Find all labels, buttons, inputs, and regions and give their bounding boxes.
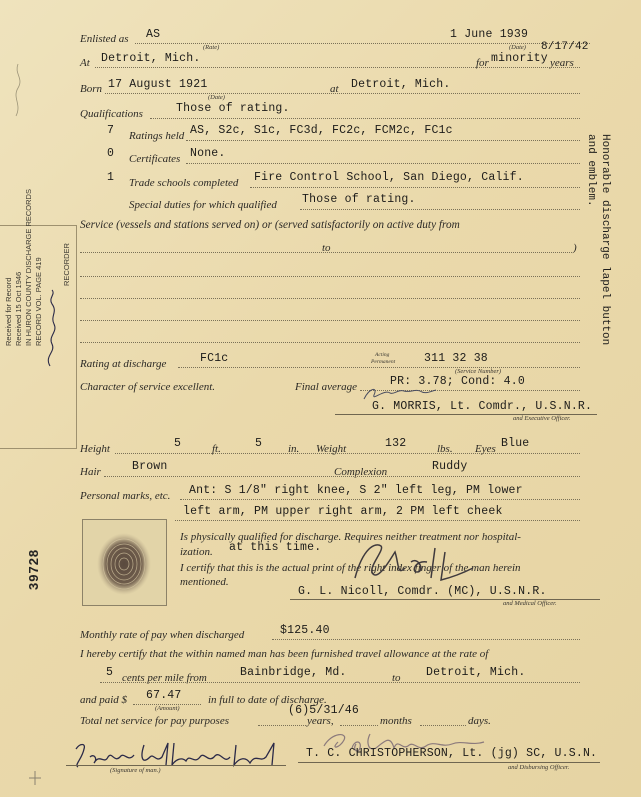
total-years-label: years, [307, 715, 334, 727]
born-label: Born [80, 83, 102, 95]
ft-label: ft. [212, 443, 221, 455]
service-line-4 [80, 320, 580, 321]
at-line [95, 67, 580, 68]
special-duties-value: Those of rating. [302, 193, 416, 206]
side-note-line-2: and emblem. [585, 134, 597, 207]
certificates-label: Certificates [129, 153, 181, 165]
height-in: 5 [255, 437, 263, 450]
hair-label: Hair [80, 466, 101, 478]
monthly-pay-label: Monthly rate of pay when discharged [80, 629, 245, 641]
eyes-value: Blue [501, 437, 530, 450]
ratings-line [186, 140, 580, 141]
hair-line [104, 476, 580, 477]
disbursing-officer-caption: and Disbursing Officer. [508, 764, 570, 771]
service-to-label: to [322, 242, 331, 254]
pencil-marks [4, 60, 34, 120]
born-date-caption: (Date) [208, 94, 225, 101]
service-close: ) [573, 242, 577, 254]
personal-marks-rule-2 [175, 520, 580, 521]
service-line-1 [80, 252, 572, 253]
certificates-value: None. [190, 147, 226, 160]
total-days-label: days. [468, 715, 491, 727]
for-label: for [476, 57, 489, 69]
trade-schools-line [250, 187, 580, 188]
service-line-2 [80, 276, 580, 277]
at-label: At [80, 57, 90, 69]
qualifications-value: Those of rating. [176, 102, 290, 115]
weight-value: 132 [385, 437, 407, 450]
trade-schools-label: Trade schools completed [129, 177, 239, 189]
qualifications-line [150, 118, 580, 119]
rating-discharge-label: Rating at discharge [80, 358, 167, 370]
trade-schools-count: 1 [107, 171, 115, 184]
service-label: Service (vessels and stations served on) or (served satisfactorily on active duty from [80, 219, 460, 231]
lbs-label: lbs. [437, 443, 453, 455]
travel-to-label: to [392, 672, 401, 684]
paid-label: and paid $ [80, 694, 128, 706]
nicoll-signature [345, 538, 485, 588]
final-average-value: PR: 3.78; Cond: 4.0 [390, 375, 525, 388]
born-place: Detroit, Mich. [351, 78, 451, 91]
trade-schools-value: Fire Control School, San Diego, Calif. [254, 171, 524, 184]
date-caption: (Date) [509, 44, 526, 51]
acting-caption: Acting [375, 352, 390, 358]
service-line-3 [80, 298, 580, 299]
medical-officer-caption: and Medical Officer. [503, 600, 557, 607]
medical-line2-label: ization. [180, 546, 213, 558]
height-ft: 5 [174, 437, 182, 450]
man-signature-line [66, 765, 286, 766]
complexion-value: Ruddy [432, 460, 468, 473]
years-label: years [550, 57, 574, 69]
character-label: Character of service excellent. [80, 381, 216, 393]
permanent-caption: Permanent [371, 359, 396, 365]
recorder-signature [40, 286, 62, 370]
ratings-count: 7 [107, 124, 115, 137]
complexion-label: Complexion [334, 466, 388, 478]
man-signature [70, 735, 288, 775]
born-line [105, 93, 580, 94]
stamp-line-1: Received for Record [4, 277, 13, 346]
medical-line1: Is physically qualified for discharge. Requires neither treatment nor hospital- [180, 531, 521, 543]
weight-label: Weight [316, 443, 347, 455]
monthly-pay-value: $125.40 [280, 624, 330, 637]
born-at-label: at [330, 83, 339, 95]
service-number: 311 32 38 [424, 352, 488, 365]
disbursing-officer-line [298, 762, 600, 763]
monthly-pay-line [272, 639, 580, 640]
personal-marks-label: Personal marks, etc. [80, 490, 171, 502]
certificates-line [186, 163, 580, 164]
in-label: in. [288, 443, 300, 455]
rating-discharge-value: FC1c [200, 352, 229, 365]
cents-label: cents per mile from [122, 672, 207, 684]
travel-to: Detroit, Mich. [426, 666, 526, 679]
total-years-line [258, 725, 306, 726]
side-note-line-1: Honorable discharge lapel button [599, 134, 611, 346]
at-place: Detroit, Mich. [101, 52, 201, 65]
height-label: Height [80, 443, 110, 455]
rating-discharge-line [178, 367, 580, 368]
travel-from: Bainbridge, Md. [240, 666, 347, 679]
qualifications-label: Qualifications [80, 108, 143, 120]
total-service-value: (6)5/31/46 [288, 704, 360, 717]
service-line-5 [80, 342, 580, 343]
born-date: 17 August 1921 [108, 78, 208, 91]
fingerprint-box [82, 519, 167, 606]
stamp-recorder: RECORDER [62, 243, 71, 286]
personal-marks-line1: Ant: S 1/8" right knee, S 2" left leg, PM lower [189, 484, 523, 497]
special-duties-label: Special duties for which qualified [129, 199, 277, 211]
total-days-line [420, 725, 466, 726]
side-note [584, 134, 612, 345]
medical-line4: mentioned. [180, 576, 229, 588]
cents-value: 5 [106, 666, 114, 679]
travel-label: I hereby certify that the within named man has been furnished travel allowance at the rate of [80, 648, 489, 660]
serial-number: 39728 [26, 548, 41, 590]
ratings-value: AS, S2c, S1c, FC3d, FC2c, FCM2c, FC1c [190, 124, 453, 137]
term-value: minority [491, 52, 548, 65]
total-months-line [340, 725, 378, 726]
ratings-label: Ratings held [129, 130, 185, 142]
height-line [115, 453, 580, 454]
county-record-stamp [0, 189, 77, 449]
personal-marks-rule-1 [180, 499, 580, 500]
man-signature-caption: (Signature of man.) [110, 767, 161, 774]
disbursing-officer: T. C. CHRISTOPHERSON, Lt. (jg) SC, U.S.N. [306, 747, 598, 760]
enlisted-rate: AS [146, 28, 161, 41]
amount-caption: (Amount) [155, 705, 180, 712]
fingerprint-image [89, 526, 159, 598]
enlisted-date: 1 June 1939 [450, 28, 529, 41]
corner-mark [28, 770, 42, 786]
medical-officer: G. L. Nicoll, Comdr. (MC), U.S.N.R. [298, 585, 547, 598]
special-duties-line [300, 209, 580, 210]
service-number-caption: (Service Number) [455, 368, 502, 375]
eyes-label: Eyes [475, 443, 496, 455]
personal-marks-line2: left arm, PM upper right arm, 2 PM left cheek [183, 505, 503, 518]
enlisted-label: Enlisted as [80, 33, 129, 45]
paid-value: 67.47 [146, 689, 182, 702]
stamp-line-4: RECORD VOL. PAGE 419 [34, 257, 43, 346]
medical-line2-value: at this time. [229, 541, 322, 554]
total-months-label: months [380, 715, 412, 727]
medical-line3: I certify that this is the actual print of the right index finger of the man herein [180, 562, 521, 574]
stamp-line-2: Received 15 Oct 1946 [14, 271, 23, 346]
full-label: in full to date of discharge. [208, 694, 327, 706]
executive-officer: G. MORRIS, Lt. Comdr., U.S.N.R. [372, 400, 593, 413]
rate-caption: (Rate) [203, 44, 220, 51]
certificates-count: 0 [107, 147, 115, 160]
stamp-line-3: IN HURON COUNTY DISCHARGE RECORDS [24, 189, 33, 346]
executive-officer-caption: and Executive Officer. [513, 415, 571, 422]
travel-line [100, 682, 580, 683]
final-average-label: Final average [295, 381, 358, 393]
total-service-label: Total net service for pay purposes [80, 715, 229, 727]
date-note: 8/17/42 [541, 41, 589, 53]
hair-value: Brown [132, 460, 168, 473]
